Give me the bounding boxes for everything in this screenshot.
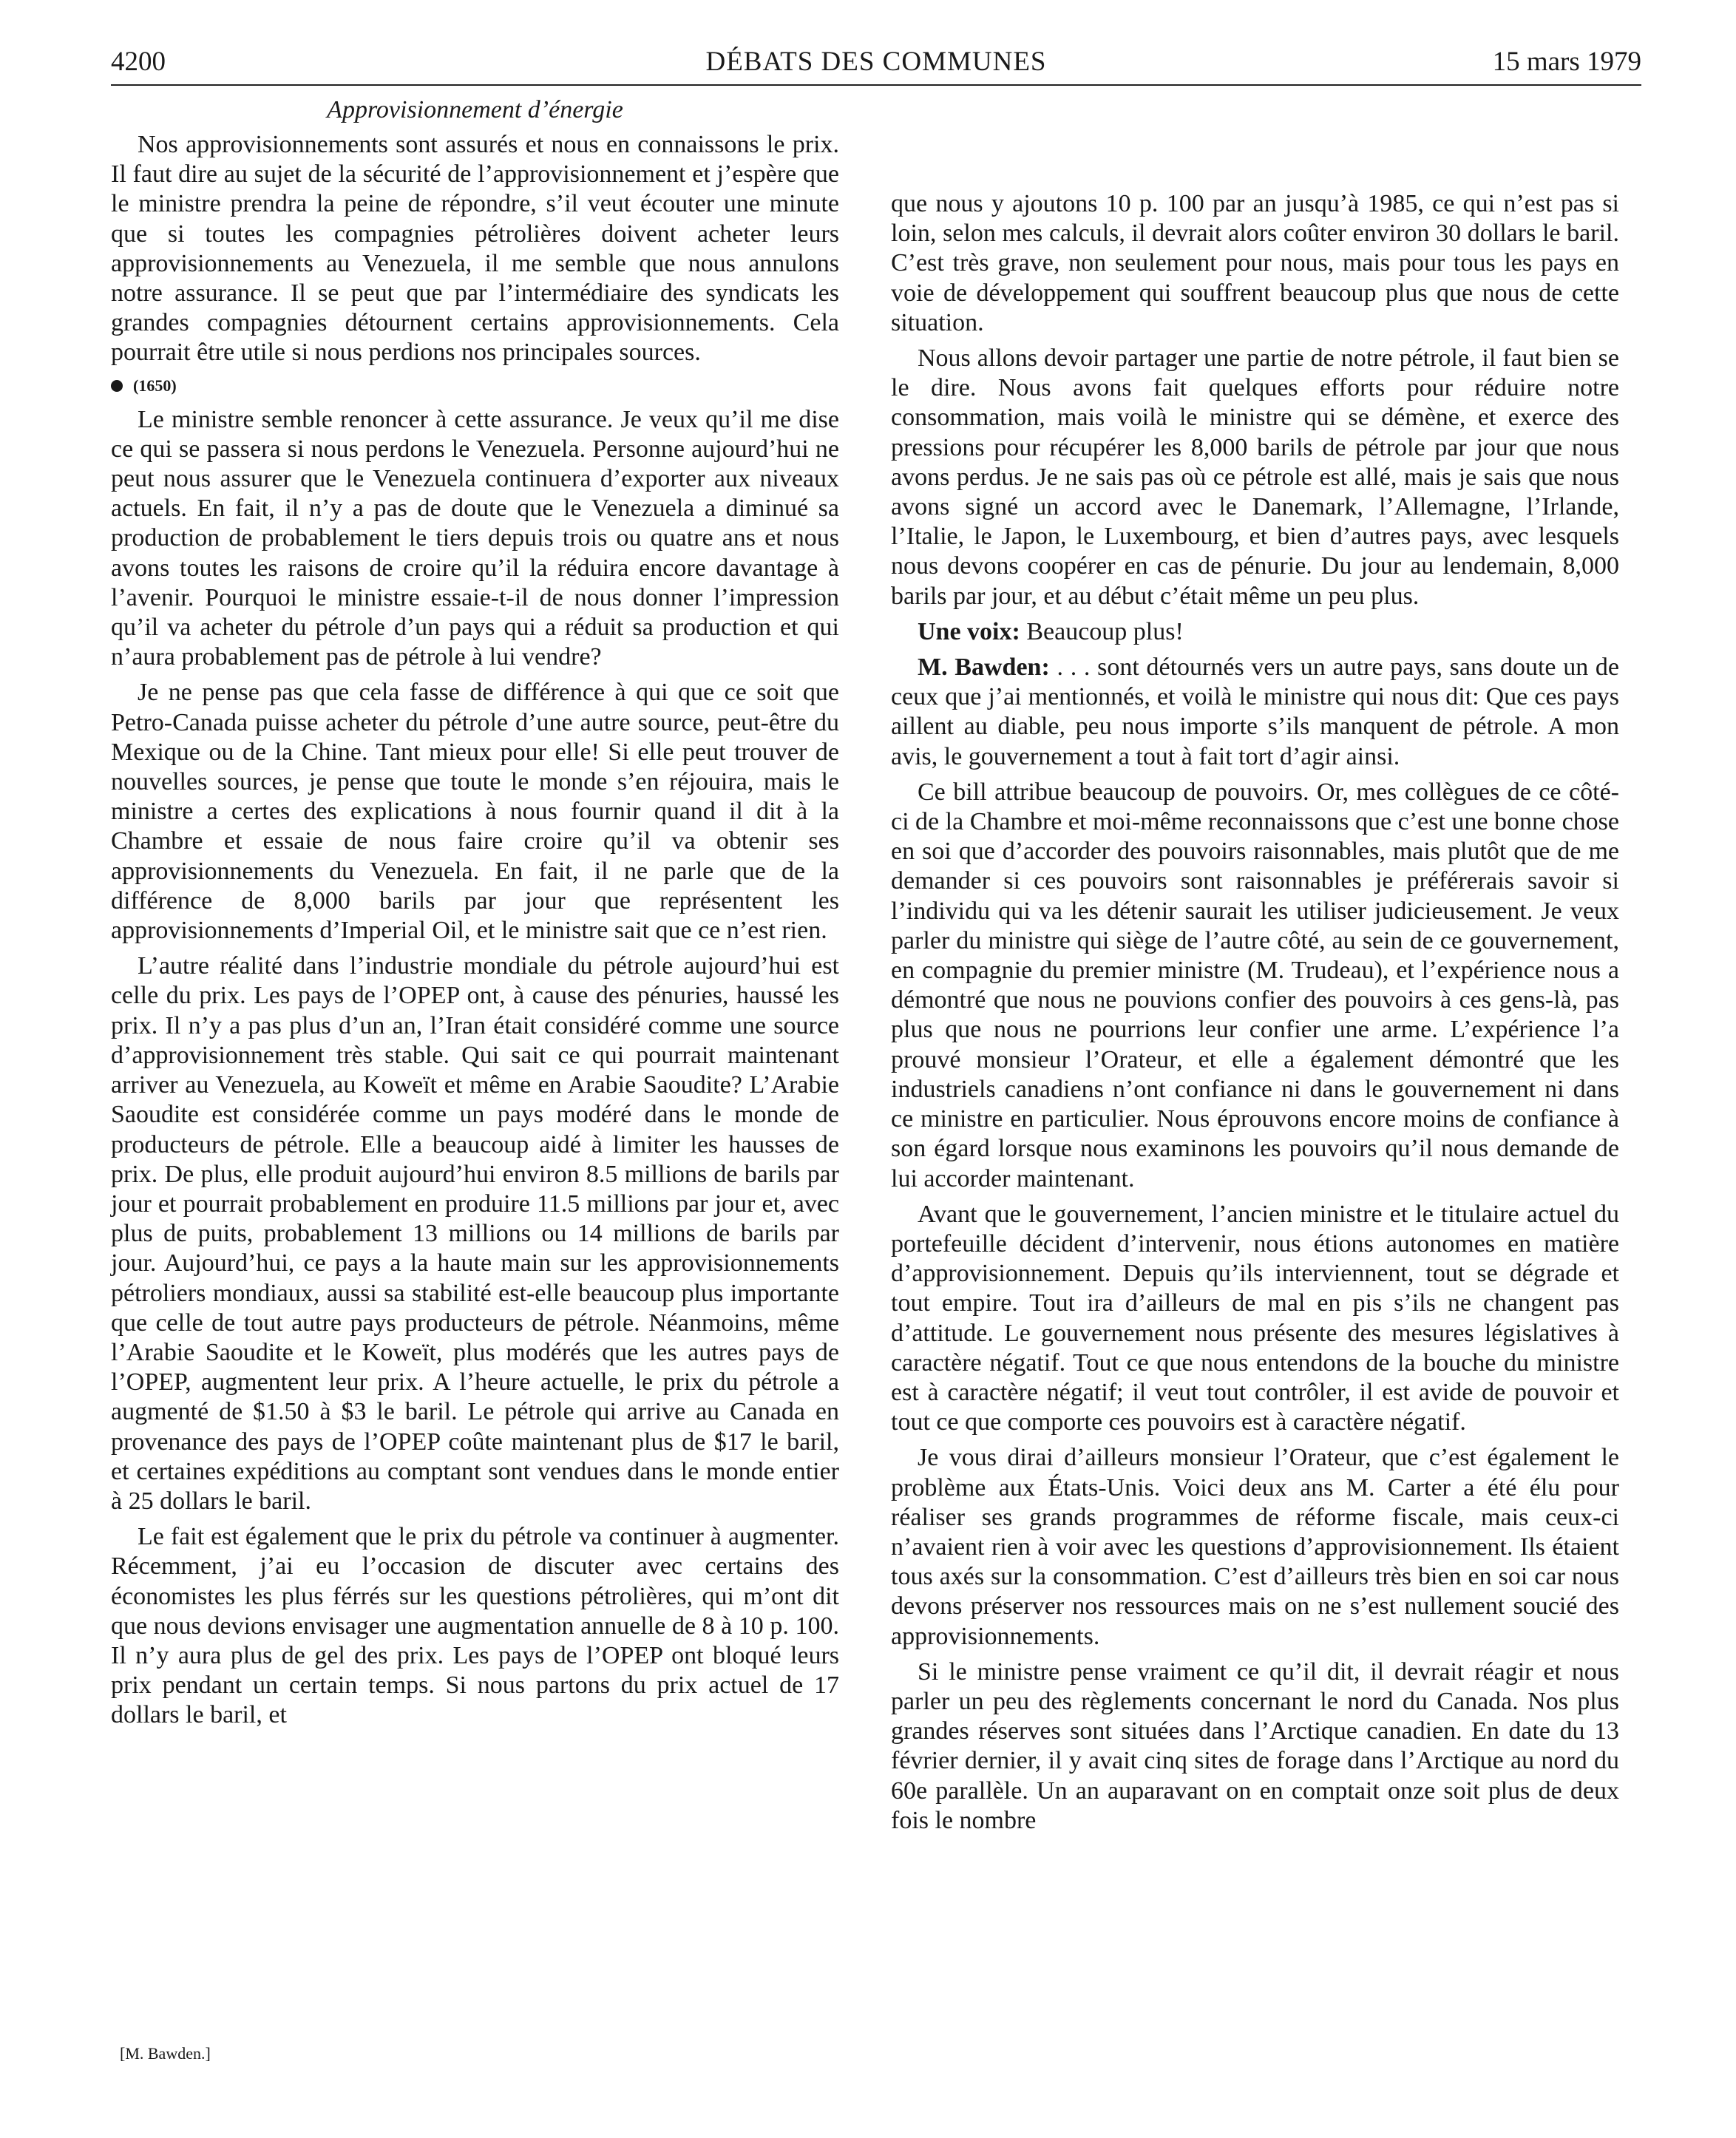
paragraph: Je vous dirai d’ailleurs monsieur l’Orateur, que c’est également le problème aux États-Unis. Voici deux ans M. Carter a été élu pour réaliser ses grands programmes de réforme fiscale, mais ceux-ci n’avaient rien à voir avec les questions d’approvisionnement. Ils étaient tous axés sur la consommation. C’est d’ailleurs très bien en soi car nous devons préserver nos ressources mais on ne s’est nullement soucié des approvisionnements. xyxy=(891,1444,1619,1650)
speaker-text: . . . sont détournés vers un autre pays, sans doute un de ceux que j’ai mentionnés, et voilà le ministre qui nous dit: Que ces pays aillent au diable, peu nous importe s’ils manquent de pétrole. A mon avis, le gouvernement a tout à fait tort d’agir ainsi. xyxy=(891,654,1619,770)
right-column xyxy=(891,189,1619,1842)
page-number: 4200 xyxy=(111,47,166,77)
paragraph: Nos approvisionnements sont assurés et nous en connaissons le prix. Il faut dire au sujet de la sécurité de l’approvisionnement et j’espère que le ministre prendra la peine de répondre, s’il veut écouter une minute que si toutes les compagnies pétrolières doivent acheter leurs approvisionnements au Venezuela, il me semble que nous annulons notre assurance. Il se peut que par l’intermédiaire des syndicats les grandes compagnies détournent certains approvisionnements. Cela pourrait être utile si nous perdions nos principales sources. xyxy=(111,131,839,367)
bullet-icon xyxy=(111,380,123,392)
speaker-paragraph xyxy=(891,653,1619,772)
speaker-name: M. Bawden: xyxy=(918,654,1050,682)
page xyxy=(111,43,1641,2113)
paragraph: Si le ministre pense vraiment ce qu’il dit, il devrait réagir et nous parler un peu des règlements concernant le nord du Canada. Nos plus grandes réserves sont situées dans l’Arctique canadien. En date du 13 février dernier, il y avait cinq sites de forage dans l’Arctique au nord du 60e parallèle. Un an auparavant on en comptait onze soit plus de deux fois le nombre xyxy=(891,1657,1619,1834)
paragraph: Le fait est également que le prix du pétrole va continuer à augmenter. Récemment, j’ai eu l’occasion de discuter avec certains des économistes les plus férrés sur les questions pétrolières, qui m’ont dit que nous devions envisager une augmentation annuelle de 8 à 10 p. 100. Il n’y aura plus de gel des prix. Les pays de l’OPEP ont bloqué leurs prix pendant un certain temps. Si nous partons du prix actuel de 17 dollars le baril, et xyxy=(111,1523,839,1729)
left-column xyxy=(111,95,839,1737)
speaker-name: Une voix: xyxy=(918,617,1020,645)
paragraph: Le ministre semble renoncer à cette assurance. Je veux qu’il me dise ce qui se passera si nous perdons le Venezuela. Personne aujourd’hui ne peut nous assurer que le Venezuela continuera d’exporter aux niveaux actuels. En fait, il n’y a pas de doute que le Venezuela a diminué sa production de probablement le tiers depuis trois ou quatre ans et nous avons toutes les raisons de croire qu’il la réduira encore davantage à l’avenir. Pourquoi le ministre essaie-t-il de nous donner l’impression qu’il va acheter du pétrole d’un pays qui a réduit sa production et qui n’aura probablement pas de pétrole à lui vendre? xyxy=(111,405,839,671)
paragraph: L’autre réalité dans l’industrie mondiale du pétrole aujourd’hui est celle du prix. Les pays de l’OPEP ont, à cause des pénuries, haussé les prix. Il n’y a pas plus d’un an, l’Iran était considéré comme une source d’approvisionnement très stable. Qui sait ce qui pourrait maintenant arriver au Venezuela, au Koweït et même en Arabie Saoudite? L’Arabie Saoudite est considérée comme un pays modéré dans le monde de producteurs de pétrole. Elle a beaucoup aidé à limiter les hausses de prix. De plus, elle produit aujourd’hui environ 8.5 millions de barils par jour et pourrait probablement en produire 11.5 millions par jour et, avec plus de puits, probablement 13 millions ou 14 millions de barils par jour. Aujourd’hui, ce pays a la haute main sur les approvisionnements pétroliers mondiaux, aussi sa stabilité est-elle beaucoup plus importante que celle de tout autre pays producteurs de pétrole. Néanmoins, même l’Arabie Saoudite et le Koweït, plus modérés que les autres pays de l’OPEP, augmentent leur prix. A l’heure actuelle, le prix du pétrole a augmenté de $1.50 à $3 le baril. Le pétrole qui arrive au Canada en provenance des pays de l’OPEP coûte maintenant plus de $17 le baril, et certaines expéditions au comptant sont vendues dans le monde entier à 25 dollars le baril. xyxy=(111,952,839,1515)
time-marker-label: (1650) xyxy=(133,376,177,395)
publication-title: DÉBATS DES COMMUNES xyxy=(705,47,1047,77)
publication-date: 15 mars 1979 xyxy=(1492,47,1641,77)
paragraph: Avant que le gouvernement, l’ancien ministre et le titulaire actuel du portefeuille décident d’intervenir, nous étions autonomes en matière d’approvisionnement. Depuis qu’ils interviennent, tout se dégrade et tout empire. Tout ira d’ailleurs de mal en pis s’ils ne changent pas d’attitude. Le gouvernement nous présente des mesures législatives à caractère négatif. Tout ce que nous entendons de la bouche du ministre est à caractère négatif; il veut tout contrôler, il est avide de pouvoir et tout ce que comporte ces pouvoirs est à caractère négatif. xyxy=(891,1200,1619,1436)
paragraph: que nous y ajoutons 10 p. 100 par an jusqu’à 1985, ce qui n’est pas si loin, selon mes calculs, il devrait alors coûter environ 30 dollars le baril. C’est très grave, non seulement pour nous, mais pour tous les pays en voie de développement qui souffrent beaucoup plus que nous de cette situation. xyxy=(891,190,1619,336)
speaker-paragraph xyxy=(891,617,1619,647)
paragraph: Je ne pense pas que cela fasse de différence à qui que ce soit que Petro-Canada puisse acheter du pétrole d’une autre source, peut-être du Mexique ou de la Chine. Tant mieux pour elle! Si elle peut trouver de nouvelles sources, je pense que toute le monde s’en réjouira, mais le ministre a certes des explications à nous fournir quand il dit à la Chambre et essaie de nous faire croire qu’il va obtenir ses approvisionnements du Venezuela. En fait, il ne parle que de la différence de 8,000 barils par jour que représentent les approvisionnements d’Imperial Oil, et le ministre sait que ce n’est rien. xyxy=(111,679,839,945)
paragraph: Nous allons devoir partager une partie de notre pétrole, il faut bien se le dire. Nous avons fait quelques efforts pour réduire notre consommation, mais voilà le ministre qui se démène, et exerce des pressions pour récupérer les 8,000 barils de pétrole par jour que nous avons perdus. Je ne sais pas où ce pétrole est allé, mais je sais que nous avons signé un accord avec le Danemark, l’Allemagne, l’Irlande, l’Italie, le Japon, le Luxembourg, et bien d’autres pays, avec lesquels nous devons coopérer en cas de pénurie. Du jour au lendemain, 8,000 barils par jour, et au début c’était même un peu plus. xyxy=(891,345,1619,610)
speaker-footnote: [M. Bawden.] xyxy=(120,2044,211,2063)
page-header xyxy=(111,43,1641,86)
speaker-text: Beaucoup plus! xyxy=(1020,617,1184,645)
section-heading: Approvisionnement d’énergie xyxy=(327,96,623,123)
time-marker xyxy=(111,374,839,398)
paragraph: Ce bill attribue beaucoup de pouvoirs. Or, mes collègues de ce côté-ci de la Chambre et moi-même reconnaissons que c’est une bonne chose en soi que d’accorder des pouvoirs raisonnables, mais plutôt que de me demander si ces pouvoirs sont raisonnables je préférerais savoir si l’individu qui va les détenir saurait les utiliser judicieusement. Je veux parler du ministre qui siège de l’autre côté, au sein de ce gouvernement, en compagnie du premier ministre (M. Trudeau), et l’expérience nous a démontré que nous ne pouvions confier des pouvoirs à ces gens-là, pas plus que nous ne pourrions leur confier une arme. L’expérience l’a prouvé monsieur l’Orateur, et elle a également démontré que les industriels canadiens n’ont confiance ni dans le gouvernement ni dans ce ministre en particulier. Nous éprouvons encore moins de confiance à son égard lorsque nous examinons les pouvoirs qu’il nous demande de lui accorder maintenant. xyxy=(891,778,1619,1192)
